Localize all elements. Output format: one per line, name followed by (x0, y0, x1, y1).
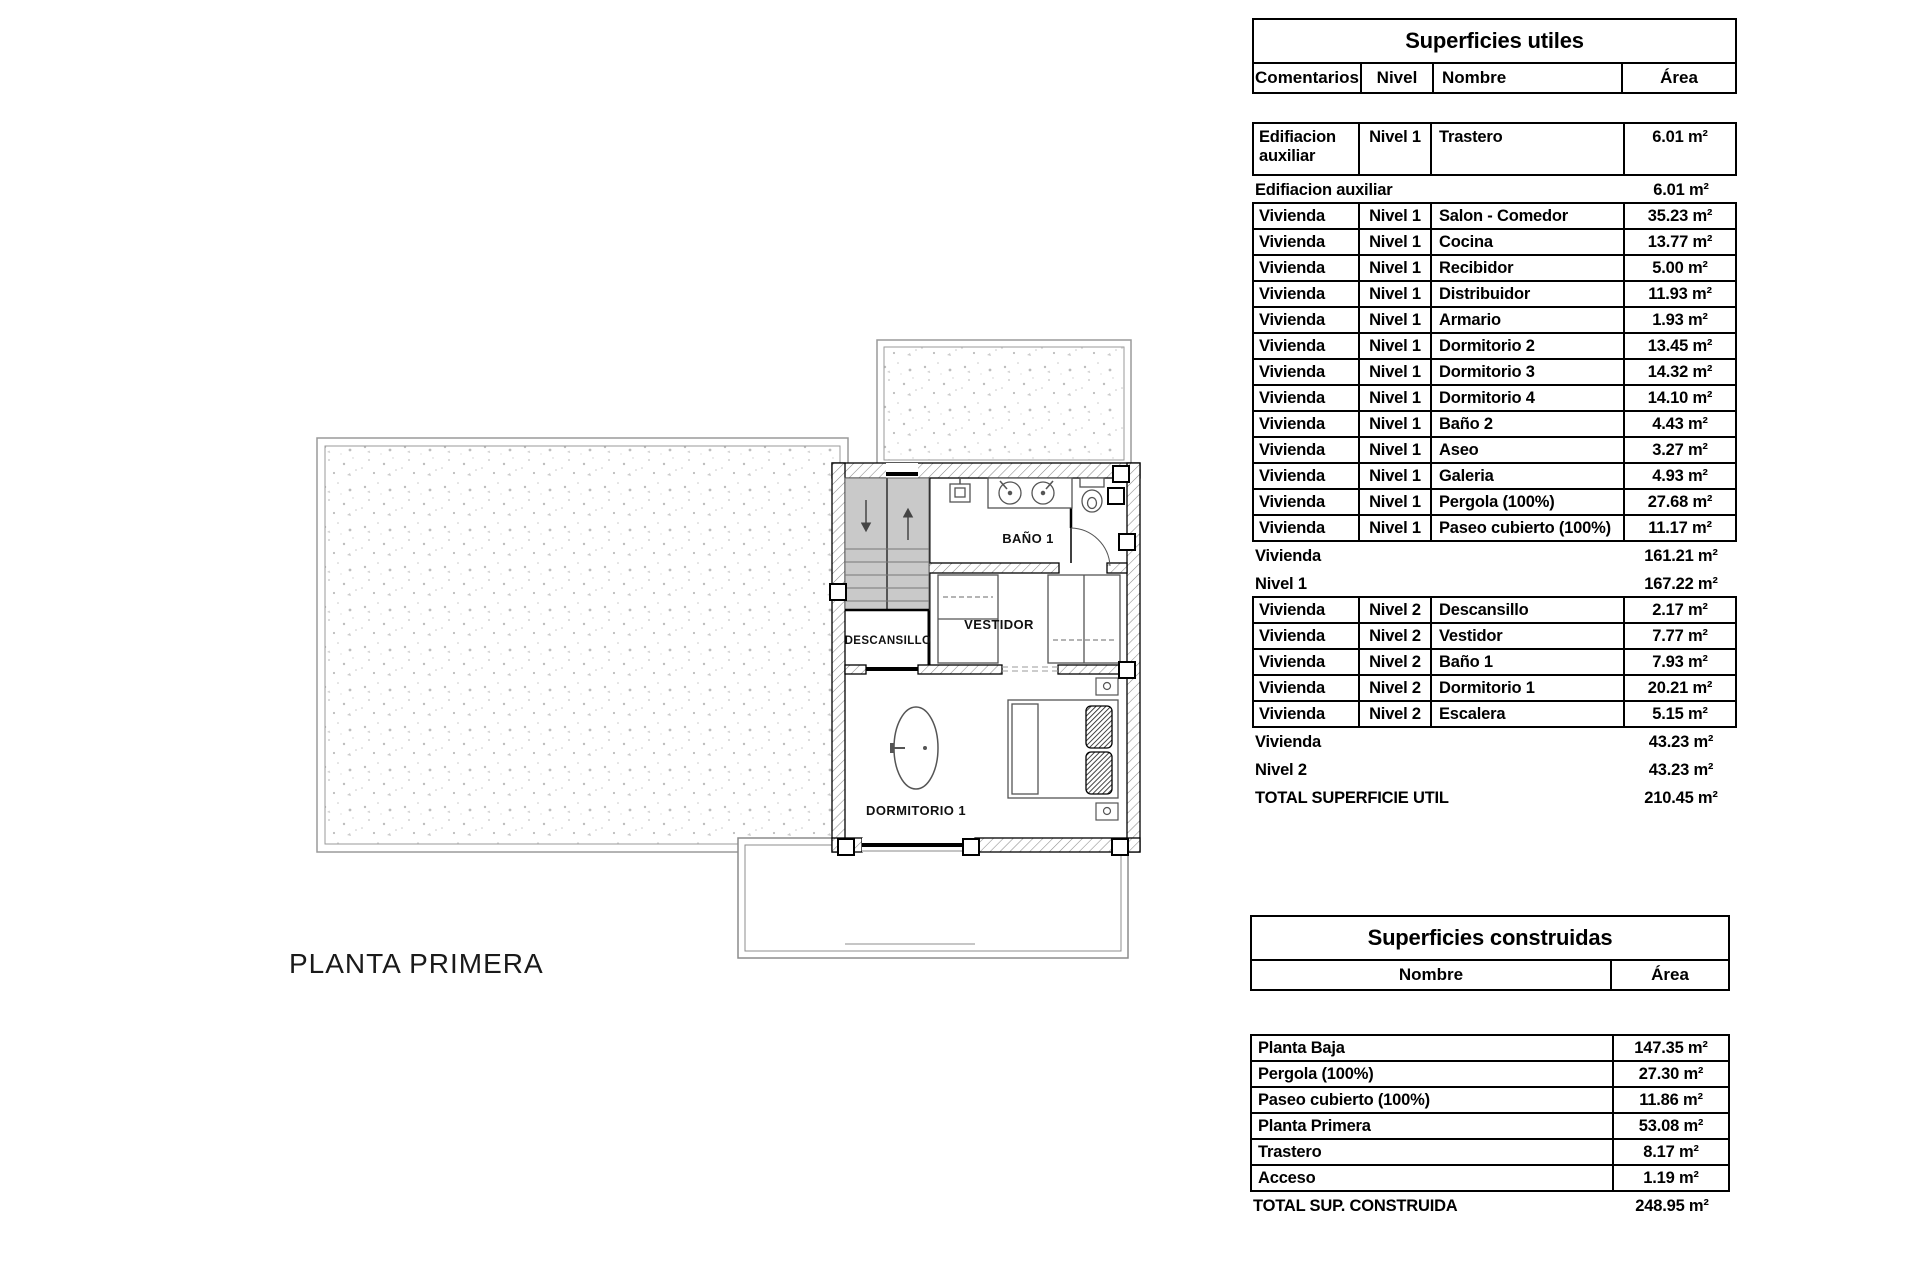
upper-terrace-roof (877, 340, 1131, 466)
col-header-area: Área (1610, 961, 1728, 989)
cell-nombre: Armario (1430, 308, 1623, 332)
cell-comentarios: Vivienda (1259, 258, 1325, 277)
cell-nombre: Dormitorio 1 (1430, 676, 1623, 700)
cell-nivel: Nivel 1 (1358, 412, 1430, 436)
table-row (1250, 1112, 1730, 1140)
cell-comentarios: Vivienda (1259, 466, 1325, 485)
subtotal-area: 161.21 m² (1644, 546, 1718, 565)
subtotal-label: Vivienda (1255, 546, 1321, 565)
subtotal-area: 248.95 m² (1635, 1196, 1709, 1215)
cell-nombre: Pergola (100%) (1430, 490, 1623, 514)
cell-nivel: Nivel 1 (1358, 204, 1430, 228)
cell-area: 11.93 m² (1623, 282, 1735, 306)
cell-area: 14.10 m² (1623, 386, 1735, 410)
cell-nombre: Vestidor (1430, 624, 1623, 648)
cell-area: 4.93 m² (1623, 464, 1735, 488)
cell-area: 6.01 m² (1623, 124, 1735, 174)
table-row (1252, 462, 1737, 490)
cell-area: 147.35 m² (1612, 1036, 1728, 1060)
lower-balcony (738, 838, 1128, 958)
table-row (1252, 122, 1737, 176)
superficies-construidas-table (1250, 915, 1730, 1220)
cell-nivel: Nivel 2 (1358, 676, 1430, 700)
utiles-rows (1252, 122, 1737, 812)
table-row (1252, 784, 1737, 812)
cell-comentarios: Vivienda (1259, 284, 1325, 303)
superficies-utiles-table (1252, 18, 1737, 812)
table-row (1252, 332, 1737, 360)
cell-area: 27.68 m² (1623, 490, 1735, 514)
room-label-descansillo: DESCANSILLO (844, 635, 932, 647)
table-row (1252, 358, 1737, 386)
cell-nombre: Dormitorio 4 (1430, 386, 1623, 410)
cell-nombre: Baño 1 (1430, 650, 1623, 674)
subtotal-area: 6.01 m² (1653, 180, 1709, 199)
cell-nombre: Aseo (1430, 438, 1623, 462)
col-header-area: Área (1621, 64, 1735, 92)
table-row (1250, 1060, 1730, 1088)
subtotal-label: Vivienda (1255, 732, 1321, 751)
cell-comentarios: Vivienda (1259, 652, 1325, 671)
cell-nivel: Nivel 1 (1358, 490, 1430, 514)
subtotal-label: Nivel 2 (1255, 760, 1307, 779)
cell-nombre: Cocina (1430, 230, 1623, 254)
cell-area: 5.15 m² (1623, 702, 1735, 726)
cell-nivel: Nivel 1 (1358, 282, 1430, 306)
table-row (1252, 596, 1737, 624)
subtotal-area: 43.23 m² (1648, 760, 1714, 779)
construidas-rows (1250, 1034, 1730, 1220)
cell-comentarios: Vivienda (1259, 232, 1325, 251)
col-header-comentarios: Comentarios (1255, 68, 1359, 87)
cell-area: 3.27 m² (1623, 438, 1735, 462)
cell-nivel: Nivel 1 (1358, 464, 1430, 488)
cell-comentarios: Vivienda (1259, 518, 1325, 537)
cell-area: 27.30 m² (1612, 1062, 1728, 1086)
table-row (1252, 436, 1737, 464)
cell-comentarios: Vivienda (1259, 678, 1325, 697)
cell-area: 11.17 m² (1623, 516, 1735, 540)
cell-nombre: Descansillo (1430, 598, 1623, 622)
cell-area: 20.21 m² (1623, 676, 1735, 700)
cell-nivel: Nivel 1 (1358, 438, 1430, 462)
table-row (1250, 1138, 1730, 1166)
cell-area: 7.93 m² (1623, 650, 1735, 674)
cell-nombre: Recibidor (1430, 256, 1623, 280)
room-label-vestidor: VESTIDOR (964, 617, 1034, 632)
cell-nombre: Paseo cubierto (100%) (1430, 516, 1623, 540)
table-row (1252, 280, 1737, 308)
floor-plan (180, 330, 1180, 1000)
cell-nombre: Dormitorio 2 (1430, 334, 1623, 358)
cell-nombre: Planta Baja (1258, 1038, 1345, 1057)
cell-comentarios: Vivienda (1259, 310, 1325, 329)
table-row (1252, 728, 1737, 756)
table-row (1250, 1192, 1730, 1220)
terrace-roof (317, 438, 848, 852)
cell-area: 53.08 m² (1612, 1114, 1728, 1138)
cell-comentarios: Vivienda (1259, 414, 1325, 433)
cell-comentarios: Vivienda (1259, 388, 1325, 407)
cell-nombre: Baño 2 (1430, 412, 1623, 436)
cell-nivel: Nivel 1 (1358, 334, 1430, 358)
table-row (1252, 700, 1737, 728)
col-header-nombre: Nombre (1398, 965, 1464, 984)
table-row (1250, 1034, 1730, 1062)
table-row (1252, 570, 1737, 598)
cell-area: 2.17 m² (1623, 598, 1735, 622)
subtotal-area: 210.45 m² (1644, 788, 1718, 807)
table-row (1252, 228, 1737, 256)
cell-nivel: Nivel 1 (1358, 516, 1430, 540)
table-row (1252, 384, 1737, 412)
cell-area: 35.23 m² (1623, 204, 1735, 228)
cell-area: 13.77 m² (1623, 230, 1735, 254)
cell-nombre: Paseo cubierto (100%) (1258, 1090, 1430, 1109)
cell-nivel: Nivel 1 (1358, 124, 1430, 174)
cell-nombre: Dormitorio 3 (1430, 360, 1623, 384)
cell-comentarios: Vivienda (1259, 492, 1325, 511)
cell-nivel: Nivel 1 (1358, 360, 1430, 384)
cell-area: 1.93 m² (1623, 308, 1735, 332)
cell-nombre: Distribuidor (1430, 282, 1623, 306)
table-row (1252, 648, 1737, 676)
cell-comentarios: Edifiacion auxiliar (1259, 128, 1336, 165)
cell-nivel: Nivel 2 (1358, 624, 1430, 648)
pillow (1086, 706, 1112, 748)
room-label-dormitorio: DORMITORIO 1 (866, 803, 966, 818)
cell-comentarios: Vivienda (1259, 336, 1325, 355)
cell-nivel: Nivel 1 (1358, 386, 1430, 410)
table-row (1252, 202, 1737, 230)
col-header-nivel: Nivel (1360, 64, 1432, 92)
cell-area: 14.32 m² (1623, 360, 1735, 384)
table-row (1252, 254, 1737, 282)
cell-comentarios: Vivienda (1259, 440, 1325, 459)
cell-comentarios: Vivienda (1259, 600, 1325, 619)
cell-area: 1.19 m² (1612, 1166, 1728, 1190)
utiles-header (1252, 18, 1737, 94)
cell-nombre: Trastero (1430, 124, 1623, 174)
cell-nivel: Nivel 2 (1358, 702, 1430, 726)
table-row (1252, 488, 1737, 516)
cell-comentarios: Vivienda (1259, 206, 1325, 225)
utiles-column-headers (1254, 64, 1735, 92)
cell-nombre: Escalera (1430, 702, 1623, 726)
cell-nivel: Nivel 1 (1358, 256, 1430, 280)
subtotal-area: 43.23 m² (1648, 732, 1714, 751)
table-row (1252, 542, 1737, 570)
cell-nombre: Galeria (1430, 464, 1623, 488)
toilet (1080, 478, 1104, 512)
table-row (1252, 674, 1737, 702)
cell-comentarios: Vivienda (1259, 362, 1325, 381)
utiles-title: Superficies utiles (1254, 20, 1735, 64)
table-row (1252, 410, 1737, 438)
cell-comentarios: Vivienda (1259, 626, 1325, 645)
table-row (1252, 756, 1737, 784)
cell-area: 7.77 m² (1623, 624, 1735, 648)
subtotal-label: TOTAL SUPERFICIE UTIL (1255, 788, 1449, 807)
table-row (1252, 622, 1737, 650)
bed (1008, 700, 1118, 798)
staircase (845, 478, 929, 610)
cell-nombre: Planta Primera (1258, 1116, 1371, 1135)
table-row (1250, 1086, 1730, 1114)
construidas-header (1250, 915, 1730, 991)
table-row (1252, 306, 1737, 334)
col-header-nombre: Nombre (1432, 64, 1621, 92)
cell-area: 11.86 m² (1612, 1088, 1728, 1112)
cell-area: 5.00 m² (1623, 256, 1735, 280)
subtotal-label: Nivel 1 (1255, 574, 1307, 593)
cell-nombre: Acceso (1258, 1168, 1316, 1187)
table-row (1252, 176, 1737, 204)
cell-area: 4.43 m² (1623, 412, 1735, 436)
cell-nivel: Nivel 2 (1358, 598, 1430, 622)
room-label-bano: BAÑO 1 (1002, 531, 1054, 546)
cell-nombre: Salon - Comedor (1430, 204, 1623, 228)
table-row (1252, 514, 1737, 542)
construidas-column-headers (1252, 961, 1728, 989)
cell-nivel: Nivel 1 (1358, 308, 1430, 332)
cell-nombre: Trastero (1258, 1142, 1322, 1161)
cell-nivel: Nivel 1 (1358, 230, 1430, 254)
subtotal-area: 167.22 m² (1644, 574, 1718, 593)
cell-nivel: Nivel 2 (1358, 650, 1430, 674)
plan-caption: PLANTA PRIMERA (289, 948, 544, 979)
pillow (1086, 752, 1112, 794)
subtotal-label: Edifiacion auxiliar (1255, 180, 1393, 199)
construidas-title: Superficies construidas (1252, 917, 1728, 961)
cell-area: 8.17 m² (1612, 1140, 1728, 1164)
table-row (1250, 1164, 1730, 1192)
cell-nombre: Pergola (100%) (1258, 1064, 1374, 1083)
subtotal-label: TOTAL SUP. CONSTRUIDA (1253, 1196, 1458, 1215)
cell-area: 13.45 m² (1623, 334, 1735, 358)
cell-comentarios: Vivienda (1259, 704, 1325, 723)
